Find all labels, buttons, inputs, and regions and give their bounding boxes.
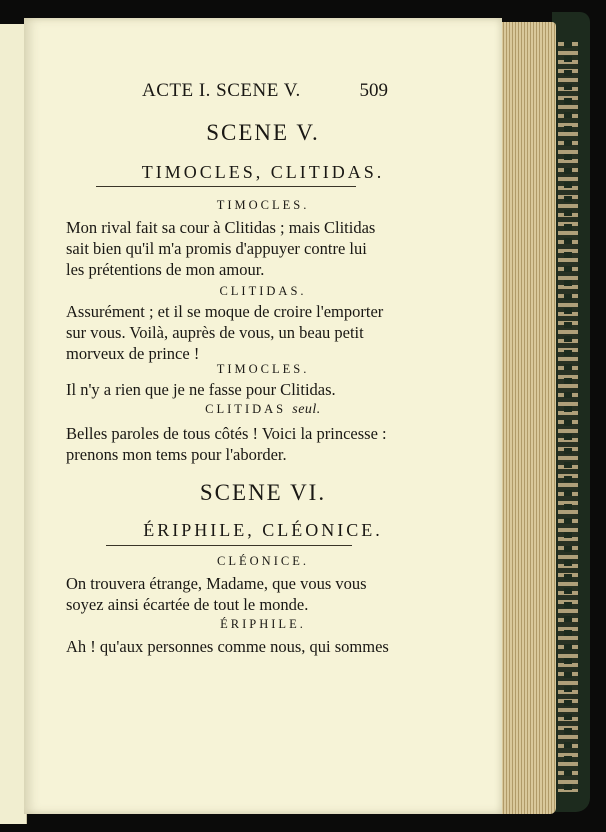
dialogue-line: Assurément ; et il se moque de croire l'emporter bbox=[66, 302, 384, 321]
book-page bbox=[24, 18, 502, 814]
facing-page-edge bbox=[0, 24, 27, 824]
speaker-name: CLÉONICE. bbox=[217, 554, 309, 568]
scene-characters: ÉRIPHILE, CLÉONICE. bbox=[143, 520, 383, 540]
speaker-name-text: CLITIDAS bbox=[205, 402, 287, 416]
scene-characters: TIMOCLES, CLITIDAS. bbox=[141, 162, 385, 182]
page-edges bbox=[500, 22, 556, 814]
dialogue-line: On trouvera étrange, Madame, que vous vous bbox=[66, 574, 367, 593]
book-cover-spine bbox=[552, 12, 590, 812]
speaker-name: ÉRIPHILE. bbox=[220, 617, 306, 631]
running-head bbox=[24, 80, 502, 108]
scene-heading: SCENE V. bbox=[206, 120, 320, 145]
dialogue-line: prenons mon tems pour l'aborder. bbox=[66, 445, 287, 464]
dialogue-line: soyez ainsi écartée de tout le monde. bbox=[66, 595, 309, 614]
dialogue-line: morveux de prince ! bbox=[66, 344, 200, 363]
speaker-name: TIMOCLES. bbox=[216, 362, 310, 376]
characters-underline bbox=[96, 186, 356, 187]
characters-underline bbox=[106, 545, 352, 546]
speaker-name bbox=[24, 402, 502, 418]
scene-heading: SCENE VI. bbox=[199, 480, 327, 505]
speaker-name: TIMOCLES. bbox=[216, 198, 310, 212]
dialogue-line: Belles paroles de tous côtés ! Voici la princesse : bbox=[66, 424, 387, 443]
speaker-name: CLITIDAS. bbox=[219, 284, 307, 298]
dialogue-line: Il n'y a rien que je ne fasse pour Clitidas. bbox=[66, 380, 336, 399]
dialogue-line: sur vous. Voilà, auprès de vous, un beau petit bbox=[66, 323, 364, 342]
spine-ornament-inner bbox=[564, 42, 572, 792]
dialogue-line: sait bien qu'il m'a promis d'appuyer contre lui bbox=[66, 239, 367, 258]
dialogue-line: les prétentions de mon amour. bbox=[66, 260, 265, 279]
dialogue-line: Ah ! qu'aux personnes comme nous, qui sommes bbox=[66, 637, 389, 656]
page-number: 509 bbox=[359, 80, 388, 101]
dialogue-line: Mon rival fait sa cour à Clitidas ; mais Clitidas bbox=[66, 218, 376, 237]
stage-direction: seul. bbox=[292, 402, 321, 417]
running-head-title: ACTE I. SCENE V. bbox=[142, 80, 301, 101]
